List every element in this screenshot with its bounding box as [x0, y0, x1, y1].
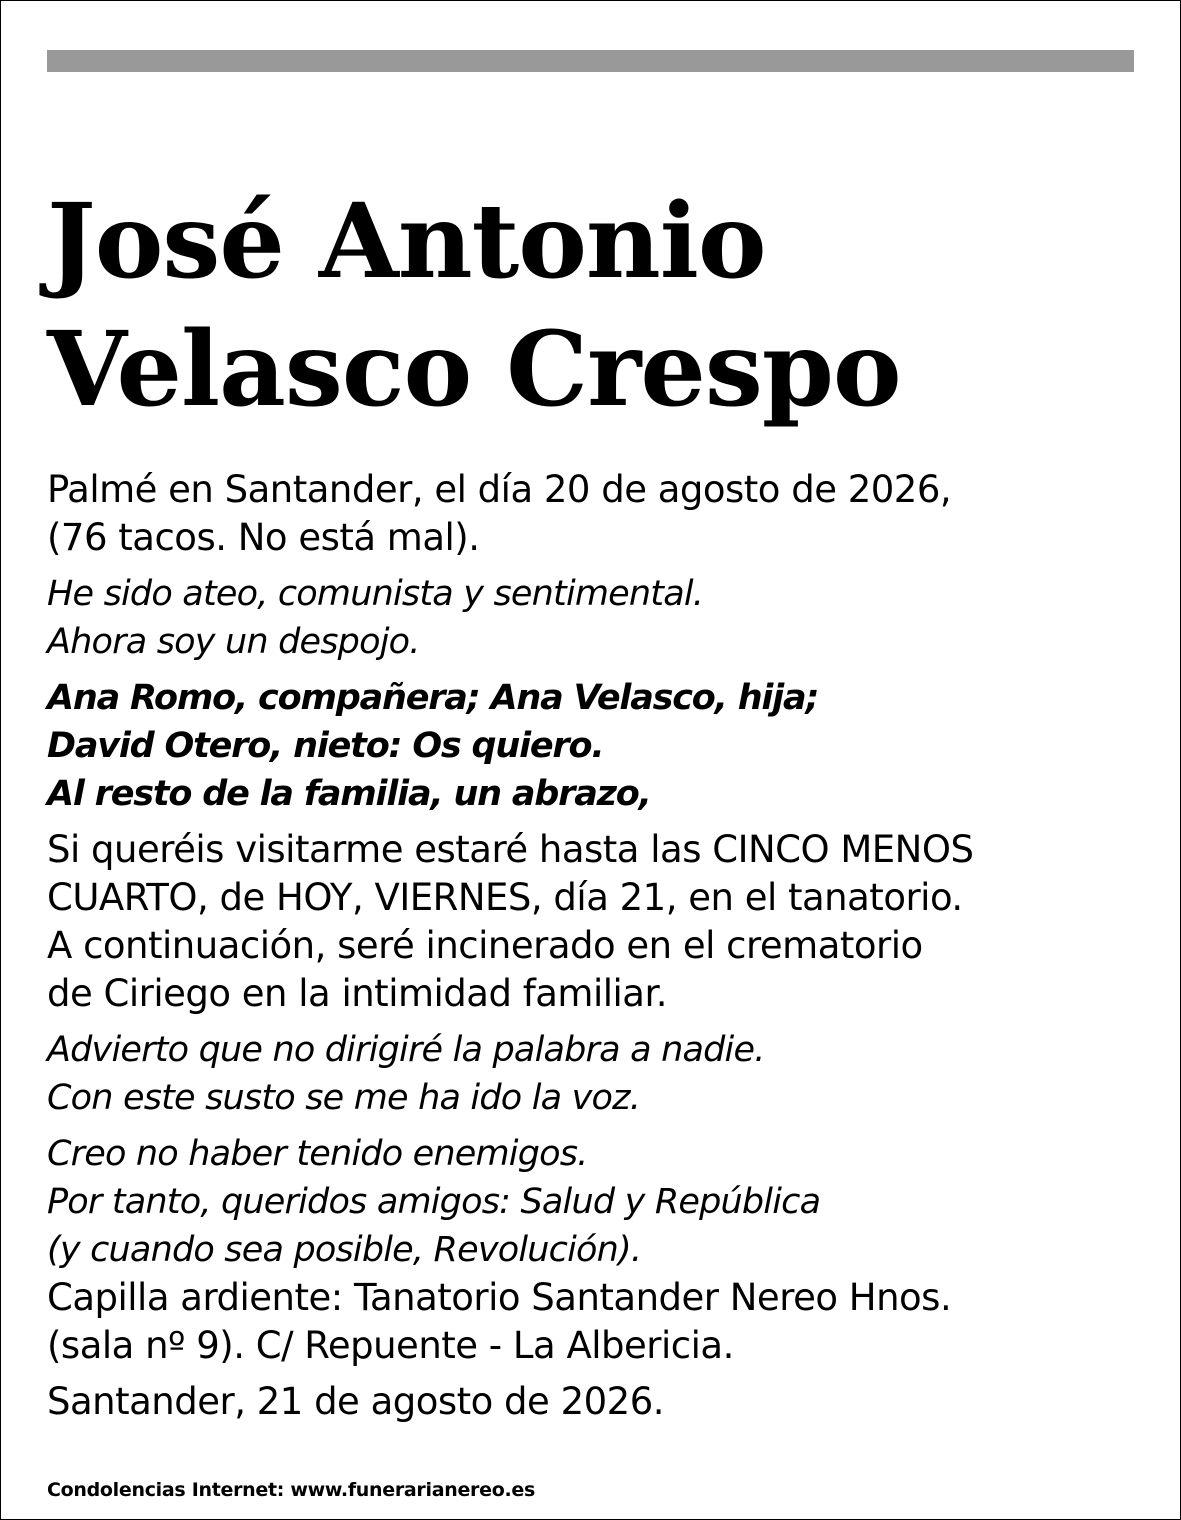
chapel-line-2: (sala nº 9). C/ Repuente - La Albericia.: [47, 1324, 734, 1367]
family-message: [47, 674, 1167, 818]
name-line-1: José Antonio: [47, 181, 766, 302]
farewell-line-1: Creo no haber tenido enemigos.: [47, 1134, 588, 1174]
top-bar: [47, 50, 1134, 72]
deceased-name: [47, 178, 1167, 434]
name-line-2: Velasco Crespo: [47, 309, 901, 430]
self-line-1: He sido ateo, comunista y sentimental.: [47, 574, 704, 614]
farewell-message: [47, 1130, 1167, 1274]
place-date-line: Santander, 21 de agosto de 2026.: [47, 1380, 664, 1423]
condolences-footer: Condolencias Internet: www.funerarianereo.es: [47, 1479, 535, 1501]
visit-line-1: Si queréis visitarme estaré hasta las CINCO MENOS: [47, 828, 974, 871]
voice-line-1: Advierto que no dirigiré la palabra a nadie.: [47, 1030, 765, 1070]
visit-line-2: CUARTO, de HOY, VIERNES, día 21, en el tanatorio.: [47, 876, 963, 919]
farewell-line-2: Por tanto, queridos amigos: Salud y República: [47, 1182, 821, 1222]
visit-line-3: A continuación, seré incinerado en el crematorio: [47, 924, 923, 967]
voice-note: [47, 1026, 1167, 1122]
self-description: [47, 570, 1167, 666]
family-line-3: Al resto de la familia, un abrazo,: [47, 774, 651, 814]
family-line-2: David Otero, nieto: Os quiero.: [47, 726, 604, 766]
family-line-1: Ana Romo, compañera; Ana Velasco, hija;: [47, 678, 819, 718]
place-date: [47, 1378, 1167, 1426]
obituary-body: [47, 466, 1167, 1426]
voice-line-2: Con este susto se me ha ido la voz.: [47, 1078, 641, 1118]
chapel-line-1: Capilla ardiente: Tanatorio Santander Nereo Hnos.: [47, 1276, 952, 1319]
chapel-info: [47, 1274, 1167, 1370]
self-line-2: Ahora soy un despojo.: [47, 622, 420, 662]
farewell-line-3: (y cuando sea posible, Revolución).: [47, 1230, 642, 1270]
visit-line-4: de Ciriego en la intimidad familiar.: [47, 972, 668, 1015]
death-line-1: Palmé en Santander, el día 20 de agosto de 2026,: [47, 468, 952, 511]
death-line-2: (76 tacos. No está mal).: [47, 516, 480, 559]
death-notice: [47, 466, 1167, 562]
visiting-info: [47, 826, 1167, 1018]
